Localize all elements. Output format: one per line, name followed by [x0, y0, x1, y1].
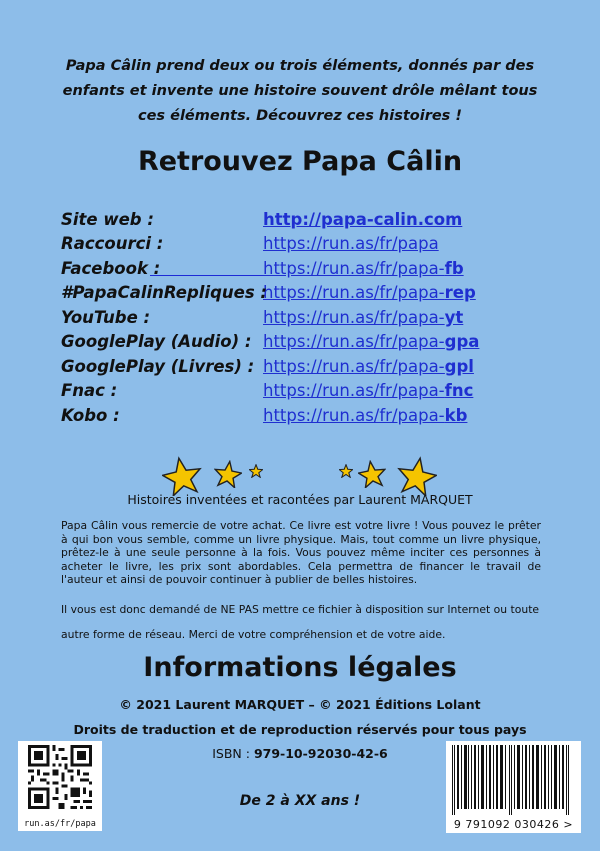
barcode-number: 9 791092 030426 >	[453, 818, 574, 831]
legal-title: Informations légales	[143, 652, 457, 683]
page-title: Retrouvez Papa Câlin	[137, 146, 463, 177]
barcode	[446, 741, 581, 833]
link-label: Fnac :	[61, 381, 118, 401]
age-range: De 2 à XX ans !	[239, 793, 361, 809]
link-label: GooglePlay (Audio) :	[61, 332, 252, 352]
link-label: Site web :	[61, 209, 154, 229]
isbn-text: ISBN : 979-10-92030-42-6	[212, 746, 388, 761]
intro-line: enfants et invente une histoire souvent drôle mêlant tous	[62, 83, 538, 99]
star-icon	[339, 464, 353, 478]
qr-code-icon	[28, 745, 92, 809]
links-list	[61, 207, 541, 428]
link-label: Facebook :	[61, 259, 263, 278]
link-row-facebook	[61, 256, 541, 281]
request-line: autre forme de réseau. Merci de votre compréhension et de votre aide.	[61, 628, 446, 641]
link-shortcut[interactable]: https://run.as/fr/papa	[263, 234, 439, 254]
link-row-kobo	[61, 403, 541, 428]
link-row-repliques	[61, 281, 541, 306]
link-label: #PapaCalinRepliques :	[61, 283, 268, 303]
link-row-googleplay-books	[61, 354, 541, 379]
link-repliques[interactable]: https://run.as/fr/papa-rep	[263, 283, 476, 303]
link-label: Raccourci :	[61, 234, 164, 254]
link-row-website	[61, 207, 541, 232]
qr-code	[18, 741, 102, 831]
link-row-youtube	[61, 305, 541, 330]
barcode-icon	[446, 741, 581, 815]
link-website[interactable]: http://papa-calin.com	[263, 209, 463, 229]
intro-line: Papa Câlin prend deux ou trois éléments, donnés par des	[65, 58, 535, 74]
rights-text: Droits de traduction et de reproduction réservés pour tous pays	[73, 722, 527, 737]
link-kobo[interactable]: https://run.as/fr/papa-kb	[263, 405, 468, 425]
link-googleplay-audio[interactable]: https://run.as/fr/papa-gpa	[263, 332, 480, 352]
author-credit: Histoires inventées et racontées par Laurent MARQUET	[127, 492, 473, 507]
link-youtube[interactable]: https://run.as/fr/papa-yt	[263, 307, 464, 327]
link-facebook[interactable]: https://run.as/fr/papa-fb	[263, 258, 464, 278]
qr-caption: run.as/fr/papa	[24, 819, 96, 829]
stars-decoration	[0, 452, 600, 496]
star-icon	[162, 456, 202, 496]
star-icon	[397, 456, 437, 496]
star-icon	[358, 460, 386, 488]
copyright-text: © 2021 Laurent MARQUET – © 2021 Éditions Lolant	[119, 697, 481, 712]
link-label: Kobo :	[61, 405, 120, 425]
link-googleplay-books[interactable]: https://run.as/fr/papa-gpl	[263, 356, 474, 376]
thanks-paragraph: Papa Câlin vous remercie de votre achat. Ce livre est votre livre ! Vous pouvez le prêter à qui bon vous semble, comme un livre physique. Mais, tout comme un livre physique, prêtez-le à une seule personne à la fois. Vous pouvez même inciter ces personnes à acheter le livre, les prix sont abordables. Cela permettra de financer le travail de l'auteur et ainsi de pouvoir continuer à publier de belles histoires.	[61, 519, 541, 586]
star-icon	[214, 460, 242, 488]
link-row-shortcut	[61, 232, 541, 257]
request-line: Il vous est donc demandé de NE PAS mettre ce fichier à disposition sur Internet ou toute	[61, 603, 540, 616]
link-label: GooglePlay (Livres) :	[61, 356, 255, 376]
link-row-fnac	[61, 379, 541, 404]
intro-line: ces éléments. Découvrez ces histoires !	[138, 108, 462, 124]
link-label: YouTube :	[61, 307, 151, 327]
link-row-googleplay-audio	[61, 330, 541, 355]
star-icon	[249, 464, 263, 478]
request-paragraph	[61, 597, 541, 647]
intro-text	[55, 54, 545, 129]
link-fnac[interactable]: https://run.as/fr/papa-fnc	[263, 381, 474, 401]
